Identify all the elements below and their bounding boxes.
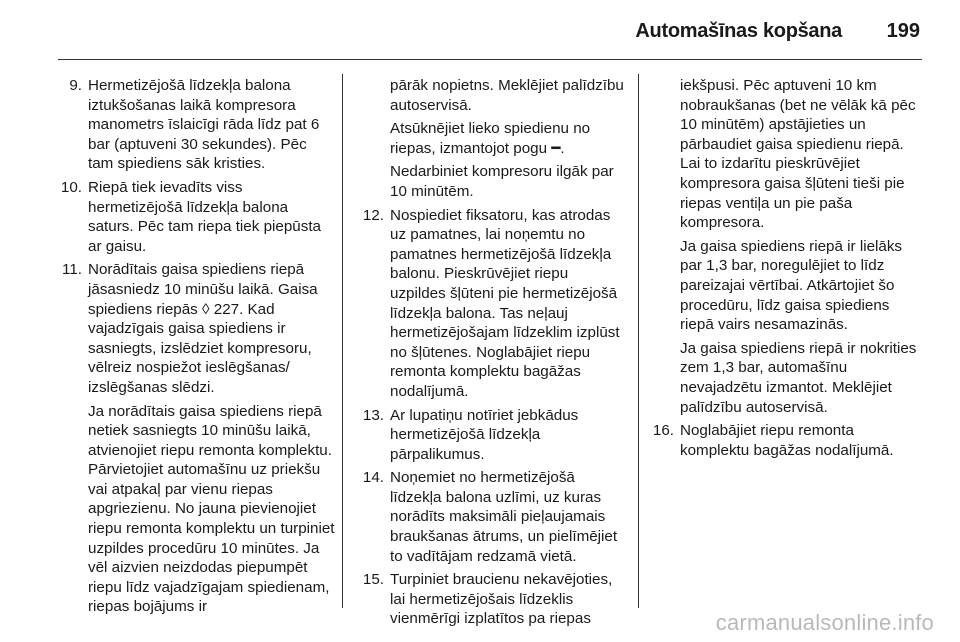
vent-paragraph (356, 119, 626, 158)
list-item-12 (356, 206, 626, 402)
list-item-14 (356, 468, 626, 566)
item-text: Turpiniet braucienu nekavējoties, lai hermetizējošais līdzeklis vienmērīgi izplatītos pa riepas (390, 571, 613, 628)
item-number: 11. (62, 261, 82, 279)
item-11-paragraph: Ja norādītais gaisa spiediens riepā netiek sasniegts 10 minūšu laikā, atvienojiet riepu remonta komplektu. Pārvietojiet automašīnu uz priekšu vai atpakaļ par vienu riepas apgriezienu. No jauna pievienojiet riepu remonta komplektu un turpiniet uzpildes procedūru 10 minūtes. Ja vēl aizvien neizdodas piepumpēt riepu līdz vajadzīgajam spiedienam, riepas bojājums ir (88, 402, 335, 616)
watermark: carmanualsonline.info (715, 610, 934, 635)
column-middle (356, 76, 626, 633)
continued-paragraph: pārāk nopietns. Meklējiet palīdzību autoservisā. (390, 77, 624, 114)
item-text: Hermetizējošā līdzekļa balona iztukšošanas laikā kompresora manometrs īslaicīgi rāda līdz pat 6 bar (aptuveni 30 sekundes). Pēc tam spiediens sāk kristies. (88, 77, 320, 173)
header-divider (58, 59, 922, 60)
item-text: Riepā tiek ievadīts viss hermetizējošā līdzekļa balona saturs. Pēc tam riepa tiek piepūsta ar gaisu. (88, 178, 321, 255)
item-number: 14. (362, 469, 384, 487)
list-item-13 (356, 406, 626, 465)
continued-paragraph: iekšpusi. Pēc aptuveni 10 km nobraukšanas (bet ne vēlāk kā pēc 10 minūtēm) apstājieties un pārbaudiet gaisa spiedienu riepā. Lai to izdarītu pieskrūvējiet kompresora gaisa šļūteni tieši pie riepas ventiļa un pie paša kompresora. (680, 77, 916, 232)
page-reference-arrow-icon[interactable]: ◊ (202, 300, 210, 318)
item-number: 9. (69, 77, 82, 94)
page-header (0, 14, 960, 54)
item-text: Nospiediet fiksatoru, kas atrodas uz pamatnes, lai noņemtu no pamatnes hermetizējošā līdzekļa balonu. Pieskrūvējiet riepu uzpildes šļūteni pie hermetizējošā līdzekļa balona. Tas neļauj hermetizējošajam līdzeklim izplūst no šļūtenes. Noglabājiet riepu remonta komplektu bagāžas nodalījumā. (390, 206, 620, 400)
item-number: 12. (362, 206, 384, 224)
column-left (54, 76, 336, 621)
item-number: 15. (362, 571, 384, 589)
item-number: 16. (652, 422, 674, 440)
item-text: Norādītais gaisa spiediens riepā jāsasniedz 10 minūšu laikā. Gaisa spiediens riepās (88, 261, 318, 318)
minus-button-icon: ━ (551, 139, 561, 157)
list-item-11 (54, 260, 336, 397)
item-text: 227. Kad vajadzīgais gaisa spiediens ir sasniegts, izslēdziet kompresoru, vēlreiz nospiežot ieslēgšanas/ izslēgšanas slēdzi. (88, 300, 312, 396)
item-text: Ar lupatiņu notīriet jebkādus hermetizējošā līdzekļa pārpalikumus. (390, 406, 579, 463)
list-item-15 (356, 570, 626, 629)
column-right (646, 76, 926, 464)
page-title: Automašīnas kopšana (635, 20, 842, 42)
page-number: 199 (886, 20, 920, 42)
item-text: Noglabājiet riepu remonta komplektu bagāžas nodalījumā. (680, 422, 894, 459)
column-divider-right (638, 74, 639, 608)
item-text: Noņemiet no hermetizējošā līdzekļa balona uzlīmi, uz kuras norādīts maksimāli pieļaujamais braukšanas ātrums, un pielīmējiet to vadītājam redzamā vietā. (390, 469, 618, 565)
item-number: 13. (362, 406, 384, 424)
pressure-high-paragraph: Ja gaisa spiediens riepā ir lielāks par 1,3 bar, noregulējiet to līdz pareizajai vērtībai. Atkārtojiet šo procedūru, līdz gaisa spiediens riepā vairs nesamazinās. (680, 237, 903, 334)
vent-text: Atsūknējiet lieko spiedienu no riepas, izmantojot pogu (390, 120, 591, 157)
list-item-16 (646, 421, 926, 460)
column-divider-left (342, 74, 343, 608)
item-number: 10. (60, 178, 82, 196)
list-item-9 (54, 76, 336, 174)
list-item-10 (54, 178, 336, 256)
pressure-low-paragraph: Ja gaisa spiediens riepā ir nokrities zem 1,3 bar, automašīnu nevajadzētu izmantot. Meklējiet palīdzību autoservisā. (680, 339, 917, 416)
vent-period: . (560, 139, 565, 157)
no-run-paragraph: Nedarbiniet kompresoru ilgāk par 10 minūtēm. (390, 163, 614, 200)
